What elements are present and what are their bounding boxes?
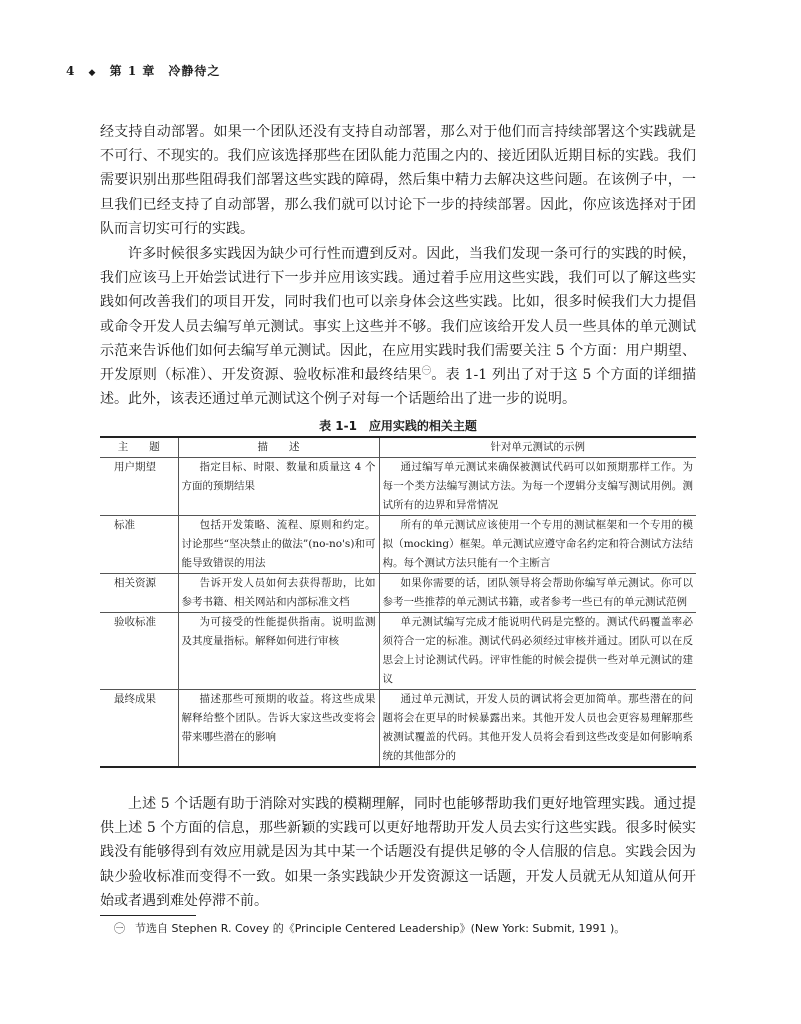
table-caption: [100, 417, 696, 434]
row-example: 如果你需要的话，团队领导将会帮助你编写单元测试。你可以参考一些推荐的单元测试书籍，或者参考一些已有的单元测试范例: [379, 574, 696, 613]
row-description: 包括开发策略、流程、原则和约定。讨论那些“坚决禁止的做法”(no-no's)和可能导致错误的用法: [178, 516, 379, 574]
practice-topics-table: [100, 436, 696, 768]
row-description: 为可接受的性能提供指南。说明监测及其度量指标。解释如何进行审核: [178, 613, 379, 690]
row-description: 描述那些可预期的收益。将这些成果解释给整个团队。告诉大家这些改变将会带来哪些潜在的影响: [178, 690, 379, 768]
running-header: [66, 62, 220, 79]
paragraph-2-text-a: 许多时候很多实践因为缺少可行性而遭到反对。因此，当我们发现一条可行的实践的时候，我们应该马上开始尝试进行下一步并应用该实践。通过着手应用这些实践，我们可以了解这些实践如何改善我们的项目开发，同时我们也可以亲身体会这些实践。比如，很多时候我们大力提倡或命令开发人员去编写单元测试。事实上这些并不够。我们应该给开发人员一些具体的单元测试示范来告诉他们如何去编写单元测试。因此，在应用实践时我们需要关注 5 个方面：用户期望、开发原则（标准）、开发资源、验收标准和最终结果: [100, 246, 696, 384]
paragraph-3: 上述 5 个话题有助于消除对实践的模糊理解，同时也能够帮助我们更好地管理实践。通过提供上述 5 个方面的信息，那些新颖的实践可以更好地帮助开发人员去实行这些实践。很多时候实践没有能够得到有效应用就是因为其中某一个话题没有提供足够的令人信服的信息。实践会因为缺少验收标准而变得不一致。如果一条实践缺少开发资源这一话题，开发人员就无从知道从何开始或者遇到难处停滞不前。: [100, 796, 696, 909]
header-description: 描 述: [178, 437, 379, 458]
row-example: 通过单元测试，开发人员的调试将会更加简单。那些潜在的问题将会在更早的时候暴露出来。其他开发人员也会更容易理解那些被测试覆盖的代码。其他开发人员将会看到这些改变是如何影响系统的其他部分的: [379, 690, 696, 768]
header-bullet-icon: ◆: [88, 68, 97, 78]
paragraph-1: 经支持自动部署。如果一个团队还没有支持自动部署，那么对于他们而言持续部署这个实践就是不可行、不现实的。我们应该选择那些在团队能力范围之内的、接近团队近期目标的实践。我们需要识别出那些阻碍我们部署这些实践的障碍，然后集中精力去解决这些问题。在该例子中，一旦我们已经支持了自动部署，那么我们就可以讨论下一步的持续部署。因此，你应该选择对于团队而言切实可行的实践。: [100, 124, 696, 237]
row-topic: 最终成果: [100, 690, 178, 768]
row-topic: 验收标准: [100, 613, 178, 690]
table-row: [100, 574, 696, 613]
row-example: 所有的单元测试应该使用一个专用的测试框架和一个专用的模拟（mocking）框架。单元测试应遵守命名约定和符合测试方法结构。每个测试方法只能有一个主断言: [379, 516, 696, 574]
header-topic: 主 题: [100, 437, 178, 458]
row-example: 通过编写单元测试来确保被测试代码可以如预期那样工作。为每一个类方法编写测试方法。为每一个逻辑分支编写测试用例。测试所有的边界和异常情况: [379, 458, 696, 516]
row-topic: 相关资源: [100, 574, 178, 613]
table-caption-number: 表 1-1: [319, 419, 357, 433]
table-header-row: [100, 437, 696, 458]
header-example: 针对单元测试的示例: [379, 437, 696, 458]
row-description: 告诉开发人员如何去获得帮助，比如参考书籍、相关网站和内部标准文档: [178, 574, 379, 613]
row-description: 指定目标、时限、数量和质量这 4 个方面的预期结果: [178, 458, 379, 516]
footnote: [114, 920, 704, 936]
footnote-text: 节选自 Stephen R. Covey 的《Principle Centered Leadership》(New York: Submit, 1991 )。: [135, 922, 626, 935]
row-example: 单元测试编写完成才能说明代码是完整的。测试代码覆盖率必须符合一定的标准。测试代码必须经过审核并通过。团队可以在反思会上讨论测试代码。评审性能的时候会提供一些对单元测试的建议: [379, 613, 696, 690]
table-row: [100, 458, 696, 516]
row-topic: 用户期望: [100, 458, 178, 516]
table-row: [100, 690, 696, 768]
page-number: 4: [66, 64, 76, 78]
footnote-divider: [100, 915, 196, 916]
paragraph-2: [100, 242, 696, 411]
table-row: [100, 516, 696, 574]
table-row: [100, 613, 696, 690]
row-topic: 标准: [100, 516, 178, 574]
table-caption-title: 应用实践的相关主题: [368, 419, 477, 433]
chapter-title: 第 1 章 冷静待之: [109, 64, 221, 78]
footnote-mark: ㊀: [114, 922, 125, 935]
footnote-reference: ㊀: [421, 366, 432, 377]
paragraph-2-text-b: 。表 1-1 列出了对于这 5 个方面的详细描述。此外，该表还通过单元测试这个例子对每一个话题给出了进一步的说明。: [100, 367, 696, 408]
